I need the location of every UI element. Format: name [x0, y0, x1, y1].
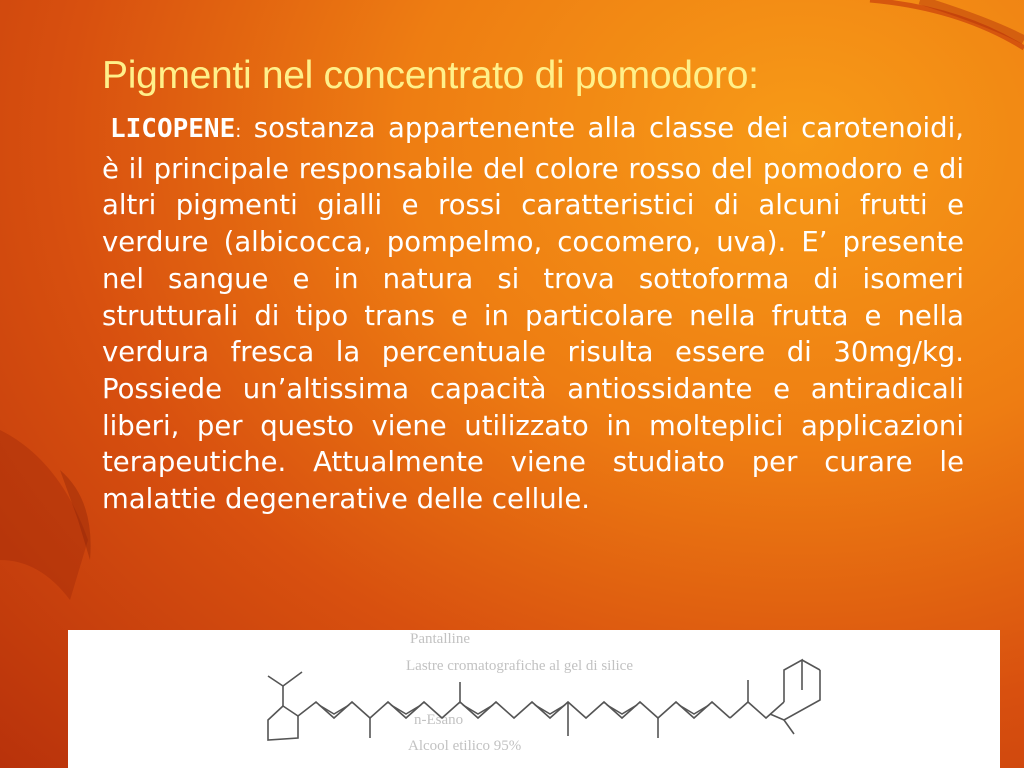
scan-line-2: Lastre cromatografiche al gel di silice: [406, 658, 633, 674]
scan-line-4: Alcool etilico 95%: [408, 738, 522, 754]
body-text: sostanza appartenente alla classe dei carotenoidi, è il principale responsabile del colore rosso del pomodoro e di altri pigmenti gialli e rossi caratteristici di alcuni frutti e verdure (albicocca, pompelmo, cocomero, uva). E’ presente nel sangue e in natura si trova sottoforma di isomeri strutturali di tipo trans e in particolare nella frutta e nella verdura fresca la percentuale risulta essere di 30mg/kg. Possiede un’altissima capacità antiossidante e antiradicali liberi, per questo viene utilizzato in molteplici applicazioni terapeutiche. Attualmente viene studiato per curare le malattie degenerative delle cellule.: [102, 112, 964, 516]
term-colon: :: [235, 121, 242, 142]
scan-line-3: n-Esano: [414, 712, 464, 728]
body-paragraph: [102, 110, 964, 518]
lycopene-structure-figure: [68, 630, 1000, 768]
lycopene-molecule-drawing: [68, 630, 1000, 768]
scan-line-1: Pantalline: [410, 631, 470, 647]
licopene-term: LICOPENE: [110, 114, 236, 144]
slide-title: Pigmenti nel concentrato di pomodoro:: [102, 54, 759, 97]
